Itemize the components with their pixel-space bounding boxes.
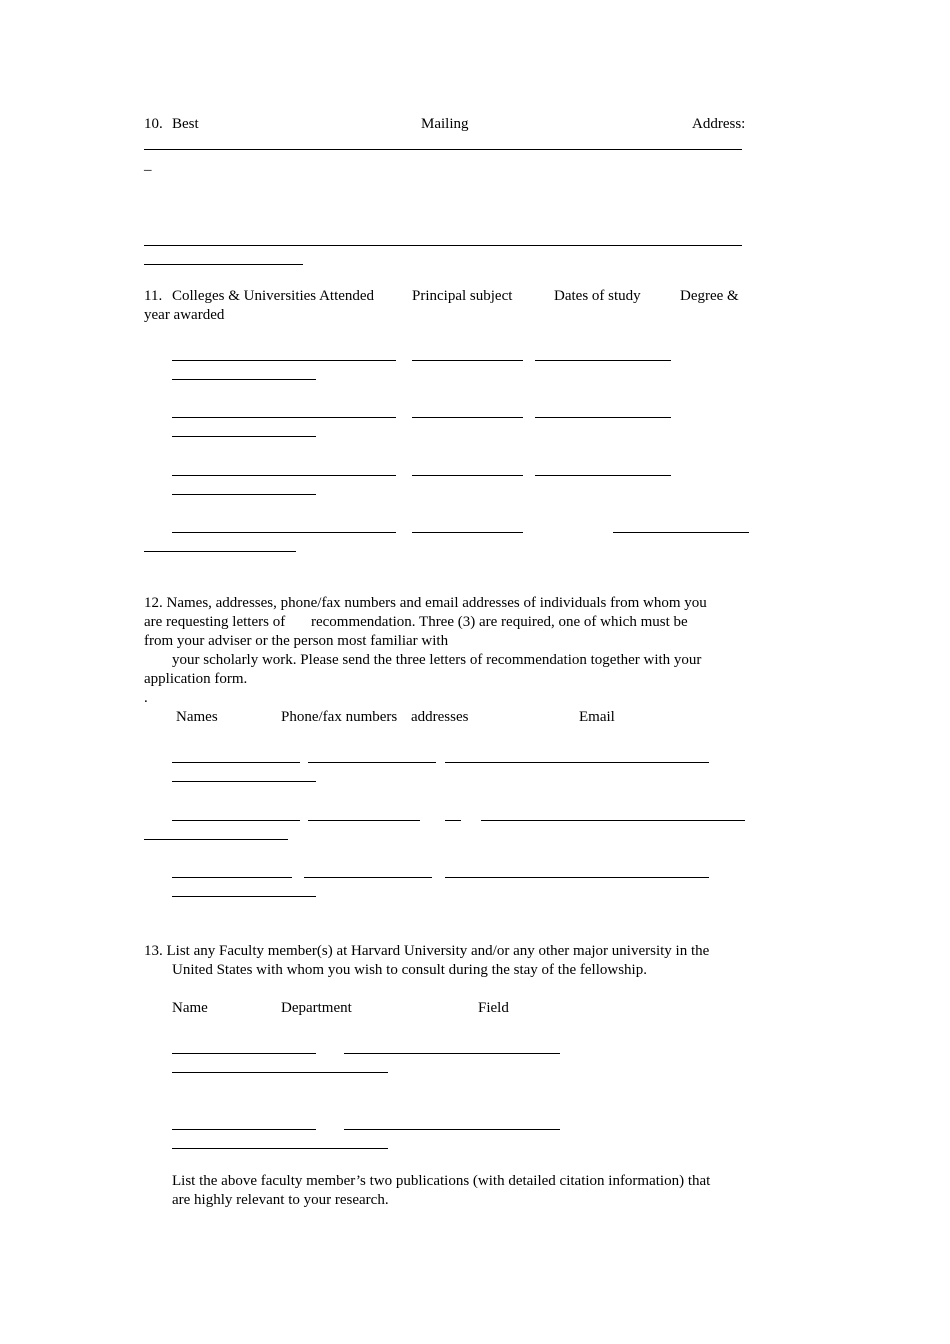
q11-col-degree: Degree & [680,288,739,304]
q12-row2-address-line[interactable] [481,820,745,821]
q10-label-best: Best [172,116,199,132]
q11-row3-degree-line[interactable] [172,494,316,495]
q11-row4-subject-line[interactable] [412,532,523,533]
q13-col-name: Name [172,1000,208,1016]
q12-para-line4: your scholarly work. Please send the three letters of recommendation together with your [172,652,702,668]
q11-number: 11. [144,288,163,304]
q13-row1-name-line[interactable] [172,1053,316,1054]
q11-row2-dates-line[interactable] [535,417,671,418]
q12-row1-email-line[interactable] [172,781,316,782]
q13-row1-field-line[interactable] [172,1072,388,1073]
q13-col-department: Department [281,1000,352,1016]
q12-para-line3: from your adviser or the person most familiar with [144,633,449,649]
q12-row2-phone-extra-line[interactable] [445,820,461,821]
q12-row2-name-line[interactable] [172,820,300,821]
q13-row2-name-line[interactable] [172,1129,316,1130]
q12-row3-phone-line[interactable] [304,877,432,878]
q11-row4-college-line[interactable] [172,532,396,533]
q12-para-line2a: are requesting letters of [144,614,286,630]
q12-row3-name-line[interactable] [172,877,292,878]
q12-para-line2b: recommendation. Three (3) are required, one of which must be [311,614,688,630]
q10-address-line-2[interactable] [144,245,742,246]
q11-row2-degree-line[interactable] [172,436,316,437]
q12-para-line5: application form. [144,671,248,687]
q13-col-field: Field [478,1000,509,1016]
q12-row3-email-line[interactable] [172,896,316,897]
q11-row3-dates-line[interactable] [535,475,671,476]
q11-row1-dates-line[interactable] [535,360,671,361]
q11-row2-subject-line[interactable] [412,417,523,418]
q11-row3-college-line[interactable] [172,475,396,476]
q11-row1-degree-line[interactable] [172,379,316,380]
q10-address-line-1[interactable] [144,149,742,150]
q12-col-email: Email [579,709,615,725]
q12-row1-address-line[interactable] [445,762,709,763]
q12-row3-address-line[interactable] [445,877,709,878]
q11-row1-subject-line[interactable] [412,360,523,361]
q13-para-line2: United States with whom you wish to consult during the stay of the fellowship. [172,962,647,978]
q13-row2-department-line[interactable] [344,1129,560,1130]
q13-row1-department-line[interactable] [344,1053,560,1054]
q13-publications-line2: are highly relevant to your research. [172,1192,389,1208]
q11-row3-subject-line[interactable] [412,475,523,476]
q13-para-line1: 13. List any Faculty member(s) at Harvard University and/or any other major university in the [144,943,710,959]
q12-row2-email-line[interactable] [144,839,288,840]
q12-row2-phone-line[interactable] [308,820,420,821]
q11-col-dates: Dates of study [554,288,641,304]
q10-number: 10. [144,116,163,132]
q12-dot: . [144,690,148,706]
q10-address-line-3[interactable] [144,264,303,265]
q11-col-degree-cont: year awarded [144,307,225,323]
q12-col-addresses: addresses [411,709,469,725]
q12-para-line1: 12. Names, addresses, phone/fax numbers and email addresses of individuals from whom you [144,595,707,611]
q11-row1-college-line[interactable] [172,360,396,361]
q11-row4-dates-line[interactable] [613,532,749,533]
q11-col-colleges: Colleges & Universities Attended [172,288,375,304]
q12-col-phone: Phone/fax numbers [281,709,398,725]
q12-col-names: Names [176,709,218,725]
q12-row1-name-line[interactable] [172,762,300,763]
q12-row1-phone-line[interactable] [308,762,436,763]
q11-row4-degree-line[interactable] [144,551,296,552]
q11-row2-college-line[interactable] [172,417,396,418]
q13-row2-field-line[interactable] [172,1148,388,1149]
q11-col-subject: Principal subject [412,288,513,304]
q10-label-mailing: Mailing [421,116,469,132]
q10-dash: _ [144,157,152,173]
q10-label-address: Address: [692,116,746,132]
q13-publications-line1: List the above faculty member’s two publications (with detailed citation information) that [172,1173,711,1189]
